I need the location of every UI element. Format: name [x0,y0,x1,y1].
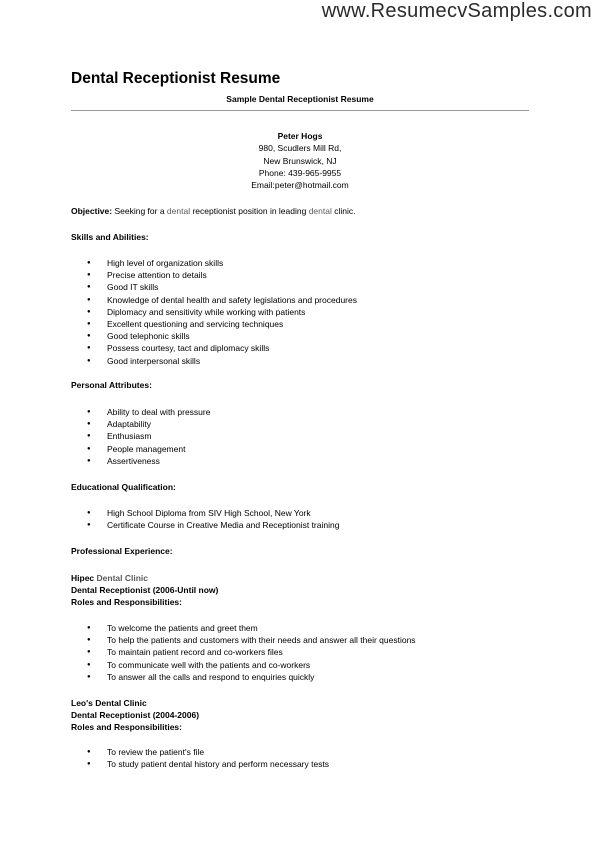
list-item: ● People management [87,443,210,455]
list-item: ● Knowledge of dental health and safety legislations and procedures [87,294,357,306]
list-item: ● To review the patient's file [87,746,329,758]
objective-text-after: clinic. [331,206,356,216]
education-heading: Educational Qualification: [71,482,176,492]
list-item: ● To communicate well with the patients and co-workers [87,659,416,671]
attributes-list [87,406,210,467]
header-divider [71,110,529,111]
skills-list [87,257,357,367]
experience-heading: Professional Experience: [71,546,173,556]
job-2-position: Dental Receptionist (2004-2006) [71,710,200,721]
list-item: ● To maintain patient record and co-workers files [87,646,416,658]
list-item: ● To answer all the calls and respond to enquiries quickly [87,671,416,683]
job-2-header [71,697,199,734]
contact-email: Email:peter@hotmail.com [251,180,349,191]
job-1-company [71,572,218,584]
job-1-header [71,572,218,609]
job-1-company-prefix: Hipec [71,573,97,583]
education-list [87,507,339,531]
job-1-position: Dental Receptionist (2006-Until now) [71,585,219,596]
objective-label: Objective: [71,206,113,216]
list-item: ● Precise attention to details [87,269,357,281]
list-item: ● Good IT skills [87,281,357,293]
resume-subtitle: Sample Dental Receptionist Resume [226,94,374,104]
list-item: ● To study patient dental history and perform necessary tests [87,758,329,770]
objective-highlight-dental-1: dental [166,206,191,216]
skills-heading: Skills and Abilities: [71,232,149,242]
list-item: ● Assertiveness [87,455,210,467]
job-2-company: Leo's Dental Clinic [71,698,147,708]
list-item: ● To welcome the patients and greet them [87,622,416,634]
job-1-responsibilities [87,622,416,683]
contact-address-line1: 980, Scudlers Mill Rd, [258,143,342,154]
watermark-url: www.ResumecvSamples.com [321,0,592,22]
contact-phone: Phone: 439-965-9955 [258,167,342,178]
attributes-heading: Personal Attributes: [71,380,152,390]
list-item: ● To help the patients and customers with their needs and answer all their questions [87,634,416,646]
job-1-company-highlight: Dental Clinic [96,573,148,583]
list-item: ● Diplomacy and sensitivity while working with patients [87,306,357,318]
contact-name: Peter Hogs [277,131,323,141]
list-item: ● Ability to deal with pressure [87,406,210,418]
objective-text-middle: receptionist position in leading [190,206,309,216]
list-item: ● Good telephonic skills [87,330,357,342]
list-item: ● High level of organization skills [87,257,357,269]
list-item: ● Excellent questioning and servicing techniques [87,318,357,330]
list-item: ● High School Diploma from SIV High School, New York [87,507,339,519]
resume-title: Dental Receptionist Resume [71,70,281,87]
contact-address-line2: New Brunswick, NJ [263,155,337,166]
objective-section [71,206,356,216]
job-2-roles-label: Roles and Responsibilities: [71,722,182,733]
list-item: ● Enthusiasm [87,430,210,442]
list-item: ● Good interpersonal skills [87,355,357,367]
list-item: ● Possess courtesy, tact and diplomacy skills [87,342,357,354]
objective-text-before: Seeking for a [112,206,167,216]
job-2-responsibilities [87,746,329,770]
list-item: ● Certificate Course in Creative Media and Receptionist training [87,519,339,531]
job-1-roles-label: Roles and Responsibilities: [71,597,182,608]
contact-block [0,130,600,191]
list-item: ● Adaptability [87,418,210,430]
objective-highlight-dental-2: dental [308,206,332,216]
